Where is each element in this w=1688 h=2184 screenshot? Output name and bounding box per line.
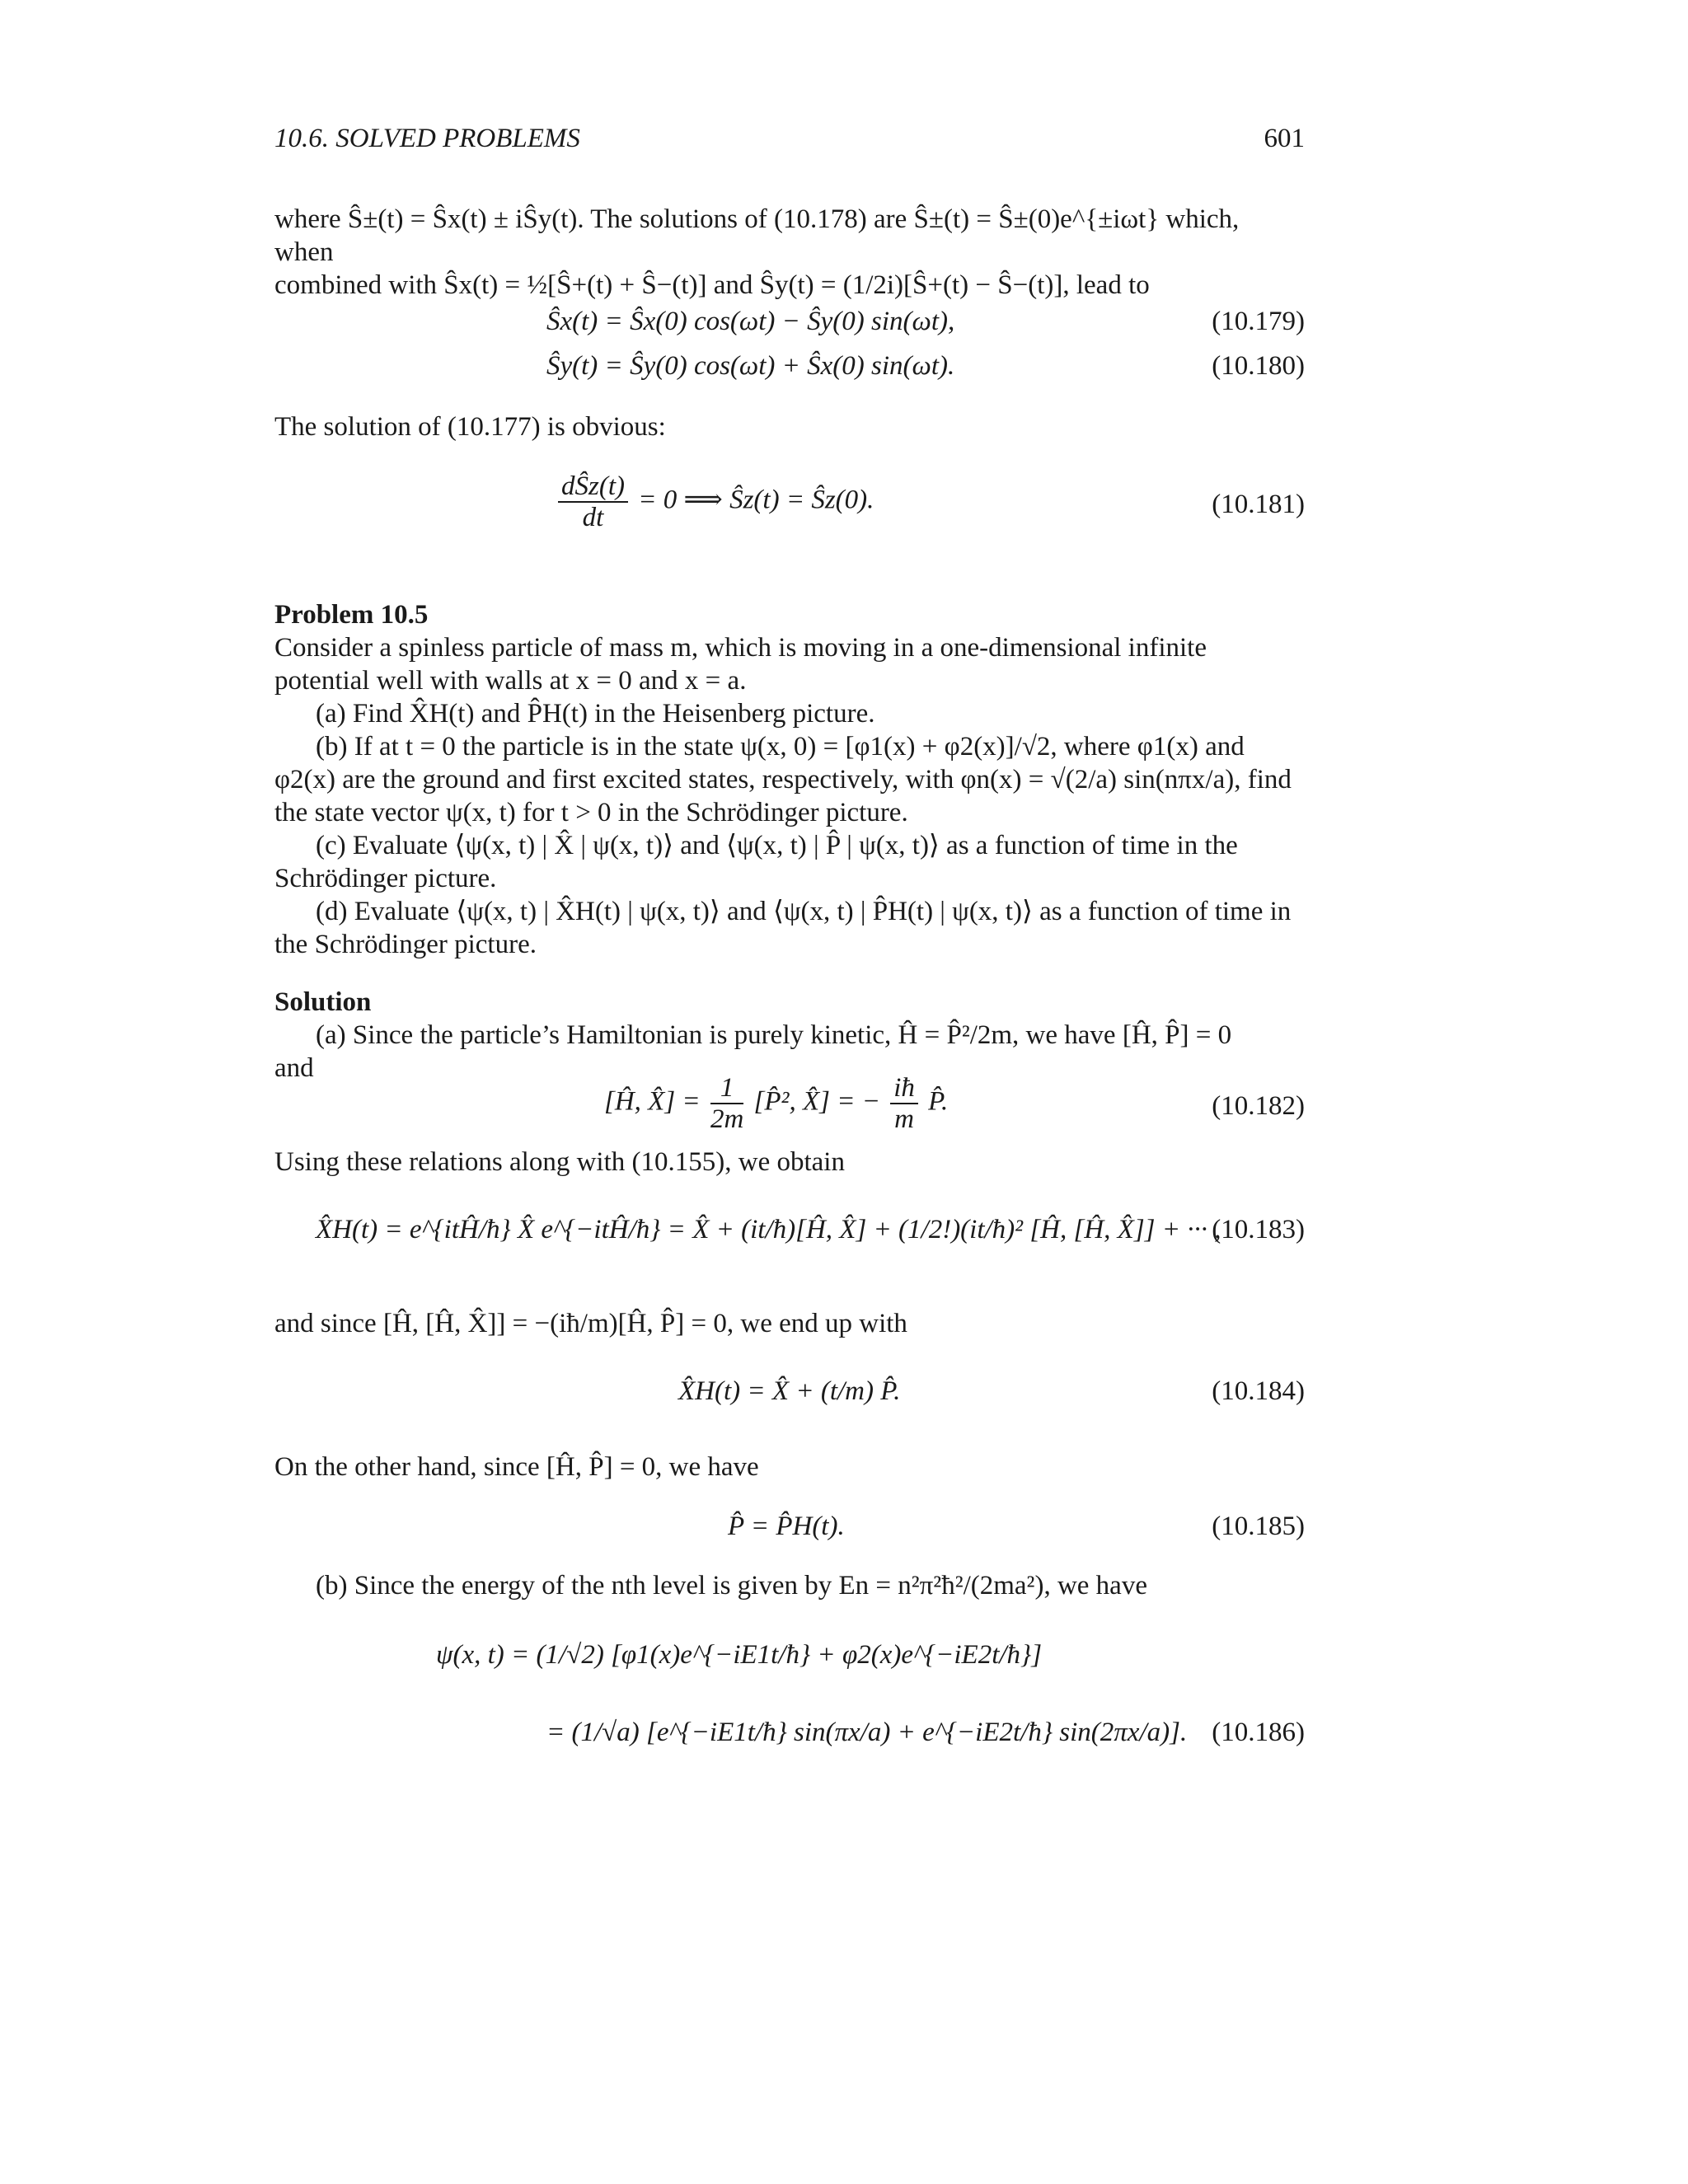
solution-heading: Solution: [274, 987, 372, 1017]
equation-10-186-line-1: [274, 1640, 1305, 1678]
equation-body: Ŝy(t) = Ŝy(0) cos(ωt) + Ŝx(0) sin(ωt).: [546, 351, 955, 381]
equation-lhs: [Ĥ, X̂] =: [604, 1086, 701, 1117]
solution-section: [274, 986, 1305, 1085]
equation-10-179: [274, 307, 1305, 344]
denominator: m: [894, 1104, 914, 1134]
solution-and: and: [274, 1053, 314, 1083]
equation-rhs: = 0 ⟹ Ŝz(t) = Ŝz(0).: [638, 485, 874, 515]
equation-body: ψ(x, t) = (1/√2) [φ1(x)e^{−iE1t/ħ} + φ2(x)e^{−iE2t/ħ}]: [436, 1640, 1043, 1670]
equation-10-182: [274, 1073, 1305, 1144]
running-header: [274, 124, 1305, 154]
page-number: 601: [1264, 124, 1305, 153]
problem-statement: Consider a spinless particle of mass m, which is moving in a one-dimensional infinite potential well with walls at x = 0 and x = a.: [274, 633, 1207, 696]
section-title: 10.6. SOLVED PROBLEMS: [274, 124, 580, 153]
equation-number: (10.185): [1212, 1511, 1305, 1541]
equation-body: Ŝx(t) = Ŝx(0) cos(ωt) − Ŝy(0) sin(ωt),: [546, 307, 955, 336]
equation-body: = (1/√a) [e^{−iE1t/ħ} sin(πx/a) + e^{−iE2t/ħ} sin(2πx/a)].: [546, 1718, 1188, 1747]
numerator: 1: [710, 1073, 743, 1104]
equation-body: P̂ = P̂H(t).: [728, 1511, 845, 1541]
intro-line-2: combined with Ŝx(t) = ½[Ŝ+(t) + Ŝ−(t)] and Ŝy(t) = (1/2i)[Ŝ+(t) − Ŝ−(t)], lead to: [274, 270, 1150, 300]
solution-part-a: (a) Since the particle’s Hamiltonian is purely kinetic, Ĥ = P̂²/2m, we have [Ĥ, P̂] = 0: [316, 1020, 1232, 1050]
problem-part-a: (a) Find X̂H(t) and P̂H(t) in the Heisenberg picture.: [316, 699, 875, 729]
paragraph-obvious: The solution of (10.177) is obvious:: [274, 412, 666, 442]
paragraph-other-hand: On the other hand, since [Ĥ, P̂] = 0, we have: [274, 1452, 759, 1482]
fraction-2: [890, 1073, 918, 1134]
numerator: iħ: [890, 1073, 918, 1104]
equation-body: X̂H(t) = e^{itĤ/ħ} X̂ e^{−itĤ/ħ} = X̂ + (it/ħ)[Ĥ, X̂] + (1/2!)(it/ħ)² [Ĥ, [Ĥ, X̂]] + ··· ,: [316, 1215, 1221, 1244]
fraction: [558, 471, 628, 532]
equation-number: (10.182): [1212, 1091, 1305, 1121]
equation-number: (10.186): [1212, 1718, 1305, 1747]
equation-10-186-line-2: [274, 1718, 1305, 1755]
intro-line-1: where Ŝ±(t) = Ŝx(t) ± iŜy(t). The solutions of (10.178) are Ŝ±(t) = Ŝ±(0)e^{±iωt} which, when: [274, 204, 1240, 267]
intro-paragraph: [274, 203, 1305, 302]
problem-part-c: (c) Evaluate ⟨ψ(x, t) | X̂ | ψ(x, t)⟩ and ⟨ψ(x, t) | P̂ | ψ(x, t)⟩ as a function of time in the Schrödinger picture.: [274, 831, 1238, 893]
problem-part-b: (b) If at t = 0 the particle is in the state ψ(x, 0) = [φ1(x) + φ2(x)]/√2, where φ1(x) and φ2(x) are the ground and first excited states, respectively, with φn(x) = √(2/a) sin(nπx/a), find the state vector ψ(x, t) for t > 0 in the Schrödinger picture.: [274, 732, 1292, 827]
problem-section: [274, 598, 1305, 961]
equation-rhs: P̂.: [928, 1086, 949, 1117]
equation-number: (10.180): [1212, 351, 1305, 381]
paragraph-since: and since [Ĥ, [Ĥ, X̂]] = −(iħ/m)[Ĥ, P̂] = 0, we end up with: [274, 1309, 907, 1338]
denominator: dt: [582, 503, 604, 532]
equation-10-185: [274, 1511, 1305, 1549]
equation-number: (10.179): [1212, 307, 1305, 336]
numerator: dŜz(t): [558, 471, 628, 503]
paragraph-using: Using these relations along with (10.155), we obtain: [274, 1147, 845, 1177]
fraction: [710, 1073, 743, 1134]
equation-number: (10.181): [1212, 490, 1305, 519]
equation-middle: [P̂², X̂] = −: [753, 1086, 880, 1117]
problem-part-d: (d) Evaluate ⟨ψ(x, t) | X̂H(t) | ψ(x, t)⟩ and ⟨ψ(x, t) | P̂H(t) | ψ(x, t)⟩ as a function of time in the Schrödinger picture.: [274, 897, 1292, 959]
equation-10-183: [274, 1215, 1305, 1253]
equation-number: (10.184): [1212, 1376, 1305, 1406]
solution-part-b: (b) Since the energy of the nth level is given by En = n²π²ħ²/(2ma²), we have: [316, 1571, 1147, 1601]
equation-number: (10.183): [1212, 1215, 1305, 1244]
equation-10-184: [274, 1376, 1305, 1414]
equation-10-180: [274, 351, 1305, 389]
problem-heading: Problem 10.5: [274, 600, 429, 630]
denominator: 2m: [710, 1104, 744, 1134]
equation-body: X̂H(t) = X̂ + (t/m) P̂.: [678, 1376, 901, 1406]
equation-10-181: [274, 471, 1305, 542]
